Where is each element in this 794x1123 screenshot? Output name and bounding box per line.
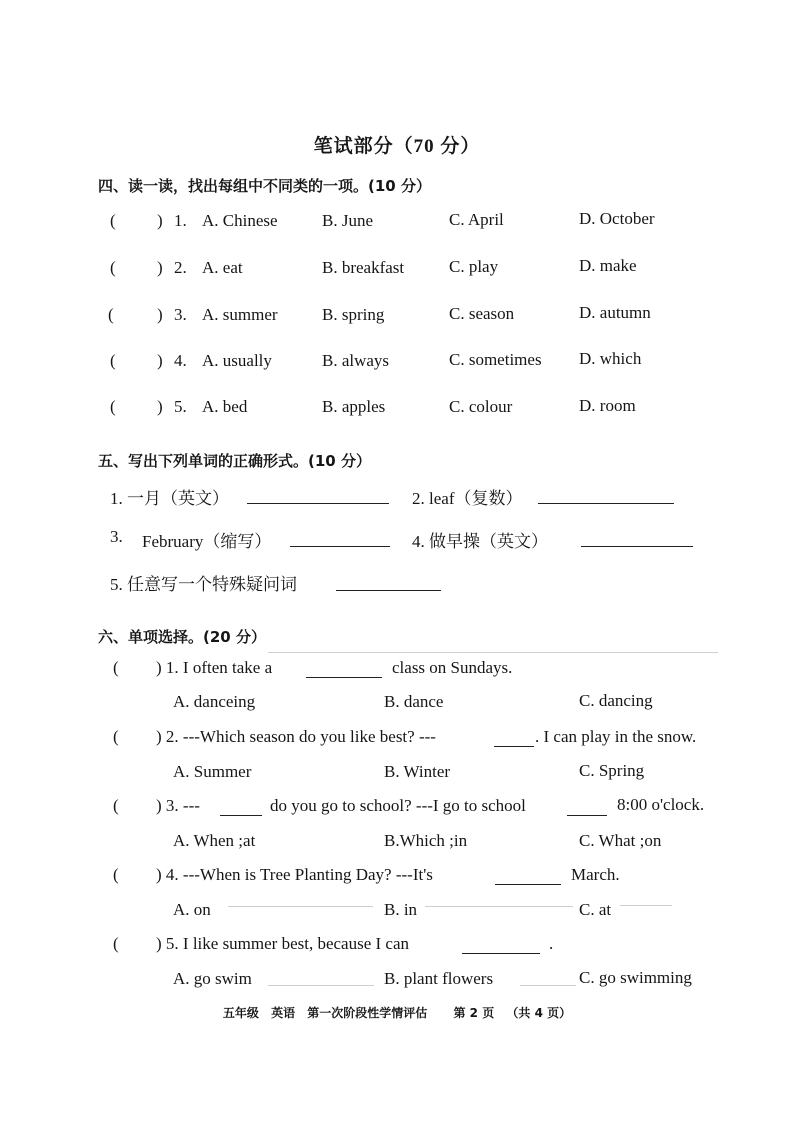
answer-paren-open: ( xyxy=(113,727,119,746)
option-a: A. eat xyxy=(202,258,243,277)
q5-5-prompt: 5. 任意写一个特殊疑问词 xyxy=(110,575,297,594)
answer-paren-open: ( xyxy=(110,211,116,230)
answer-paren-open: ( xyxy=(113,865,119,884)
answer-paren-close: ) xyxy=(157,397,163,416)
q6-3-option-a: A. When ;at xyxy=(173,831,256,850)
q5-3-number: 3. xyxy=(110,527,123,546)
q6-3-blank-2[interactable] xyxy=(567,801,607,816)
q6-2-blank[interactable] xyxy=(494,732,534,747)
option-c: C. April xyxy=(449,210,504,229)
question-number: 5. xyxy=(174,397,187,416)
q6-4-stem: ) 4. ---When is Tree Planting Day? ---It's xyxy=(156,865,433,884)
q6-5-option-a: A. go swim xyxy=(173,969,252,988)
q6-1-stem-end: class on Sundays. xyxy=(392,658,513,677)
q5-1-prompt: 1. 一月（英文） xyxy=(110,489,229,508)
q6-2-stem: ) 2. ---Which season do you like best? --- xyxy=(156,727,436,746)
answer-paren-open: ( xyxy=(108,305,114,324)
option-d: D. room xyxy=(579,396,636,415)
answer-paren-open: ( xyxy=(110,397,116,416)
question-number: 1. xyxy=(174,211,187,230)
q6-3-stem: ) 3. --- xyxy=(156,796,200,815)
footer-page-number: 第 2 页 xyxy=(453,1006,495,1020)
footer-grade: 五年级 xyxy=(222,1006,259,1020)
option-c: C. colour xyxy=(449,397,513,416)
option-d: D. autumn xyxy=(579,303,651,322)
q5-3-answer-blank[interactable] xyxy=(290,532,390,547)
q6-5-option-b: B. plant flowers xyxy=(384,969,494,988)
option-a: A. Chinese xyxy=(202,211,278,230)
q6-4-option-c: C. at xyxy=(579,900,612,919)
answer-paren-close: ) xyxy=(157,258,163,277)
q6-1-blank[interactable] xyxy=(306,663,382,678)
option-b: B. apples xyxy=(322,397,386,416)
q6-5-stem-end: . xyxy=(549,934,554,953)
q6-3-stem-mid: do you go to school? ---I go to school xyxy=(270,796,526,815)
answer-paren-open: ( xyxy=(110,351,116,370)
q6-4-option-a: A. on xyxy=(173,900,211,919)
q6-5-stem: ) 5. I like summer best, because I can xyxy=(156,934,410,953)
q5-2-prompt: 2. leaf（复数） xyxy=(412,489,523,508)
q6-2-option-c: C. Spring xyxy=(579,761,645,780)
question-number: 4. xyxy=(174,351,187,370)
answer-paren-close: ) xyxy=(157,305,163,324)
option-a: A. usually xyxy=(202,351,272,370)
q6-1-option-b: B. dance xyxy=(384,692,444,711)
answer-paren-close: ) xyxy=(157,351,163,370)
option-b: B. June xyxy=(322,211,373,230)
q6-4-option-b: B. in xyxy=(384,900,418,919)
question-number: 3. xyxy=(174,305,187,324)
section4-heading: 四、读一读，找出每组中不同类的一项。(10 分） xyxy=(98,177,431,195)
option-b: B. breakfast xyxy=(322,258,405,277)
option-c: C. play xyxy=(449,257,499,276)
q5-4-answer-blank[interactable] xyxy=(581,532,693,547)
q6-4-stem-end: March. xyxy=(571,865,620,884)
answer-paren-open: ( xyxy=(113,796,119,815)
q6-2-option-a: A. Summer xyxy=(173,762,252,781)
option-c: C. sometimes xyxy=(449,350,542,369)
footer-subject: 英语 xyxy=(271,1006,296,1020)
page-footer xyxy=(0,1004,794,1021)
option-c: C. season xyxy=(449,304,515,323)
footer-exam-name: 第一次阶段性学情评估 xyxy=(307,1006,428,1020)
q5-2-answer-blank[interactable] xyxy=(538,489,674,504)
option-a: A. summer xyxy=(202,305,278,324)
q6-2-option-b: B. Winter xyxy=(384,762,451,781)
q6-1-option-c: C. dancing xyxy=(579,691,653,710)
answer-paren-open: ( xyxy=(113,658,119,677)
q6-3-blank-1[interactable] xyxy=(220,801,262,816)
option-b: B. always xyxy=(322,351,390,370)
q6-5-blank[interactable] xyxy=(462,939,540,954)
q5-1-answer-blank[interactable] xyxy=(247,489,389,504)
q6-1-stem: ) 1. I often take a xyxy=(156,658,273,677)
q5-5-answer-blank[interactable] xyxy=(336,576,441,591)
section6-heading: 六、单项选择。(20 分） xyxy=(98,628,266,646)
option-a: A. bed xyxy=(202,397,248,416)
q5-3-prompt: February（缩写） xyxy=(142,532,272,551)
q5-4-prompt: 4. 做早操（英文） xyxy=(412,532,548,551)
section5-heading: 五、写出下列单词的正确形式。(10 分） xyxy=(98,452,371,470)
q6-2-stem-end: . I can play in the snow. xyxy=(535,727,697,746)
q6-1-option-a: A. danceing xyxy=(173,692,256,711)
q6-3-option-c: C. What ;on xyxy=(579,831,662,850)
q6-3-option-b: B.Which ;in xyxy=(384,831,468,850)
q6-3-stem-end: 8:00 o'clock. xyxy=(617,795,705,814)
option-d: D. make xyxy=(579,256,637,275)
footer-total-pages: （共 4 页） xyxy=(506,1006,572,1020)
answer-paren-open: ( xyxy=(110,258,116,277)
option-b: B. spring xyxy=(322,305,385,324)
question-number: 2. xyxy=(174,258,187,277)
q6-4-blank[interactable] xyxy=(495,870,561,885)
option-d: D. October xyxy=(579,209,655,228)
answer-paren-open: ( xyxy=(113,934,119,953)
q6-5-option-c: C. go swimming xyxy=(579,968,692,987)
option-d: D. which xyxy=(579,349,642,368)
page-title: 笔试部分（70 分） xyxy=(313,136,481,157)
answer-paren-close: ) xyxy=(157,211,163,230)
